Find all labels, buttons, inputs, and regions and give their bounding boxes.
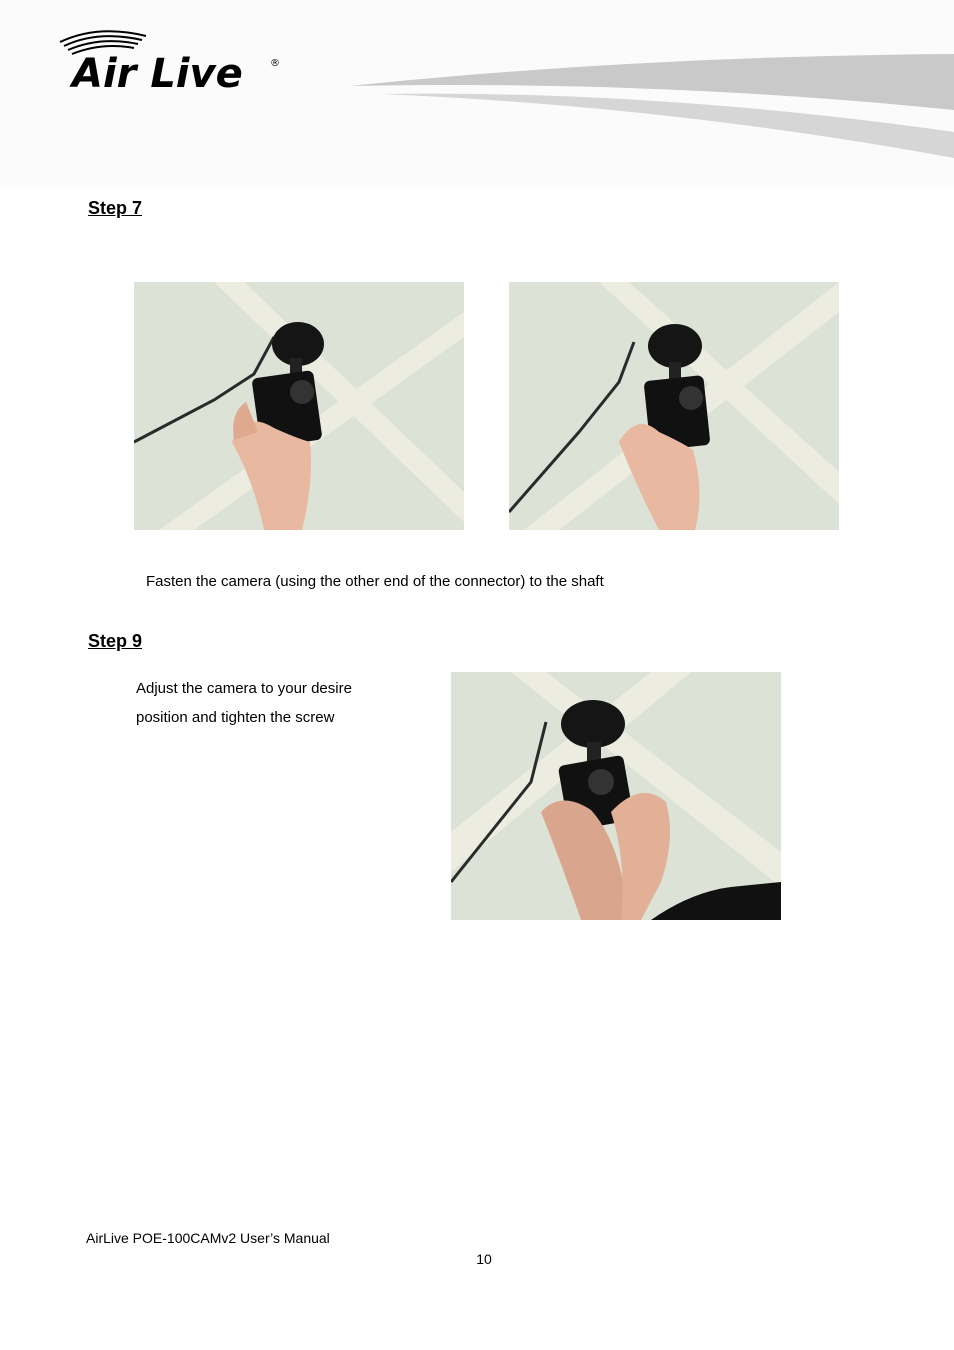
step7-heading: Step 7	[88, 198, 143, 218]
step9-photo	[451, 672, 781, 920]
step9-text-line1: Adjust the camera to your desire	[136, 680, 352, 697]
step7-photo-right	[509, 282, 839, 530]
footer-manual-title: AirLive POE-100CAMv2 User’s Manual	[86, 1230, 330, 1246]
page-number: 10	[476, 1251, 492, 1267]
step9-text	[136, 674, 396, 732]
step7-photo-left	[134, 282, 464, 530]
logo-text: Air Live	[72, 51, 243, 92]
airlive-logo	[58, 26, 283, 92]
step7-caption: Fasten the camera (using the other end of the connector) to the shaft	[146, 573, 604, 590]
registered-mark: ®	[270, 58, 280, 69]
step9-heading: Step 9	[88, 631, 143, 651]
header-swoosh	[340, 50, 954, 165]
step9-text-line2: position and tighten the screw	[136, 709, 335, 726]
